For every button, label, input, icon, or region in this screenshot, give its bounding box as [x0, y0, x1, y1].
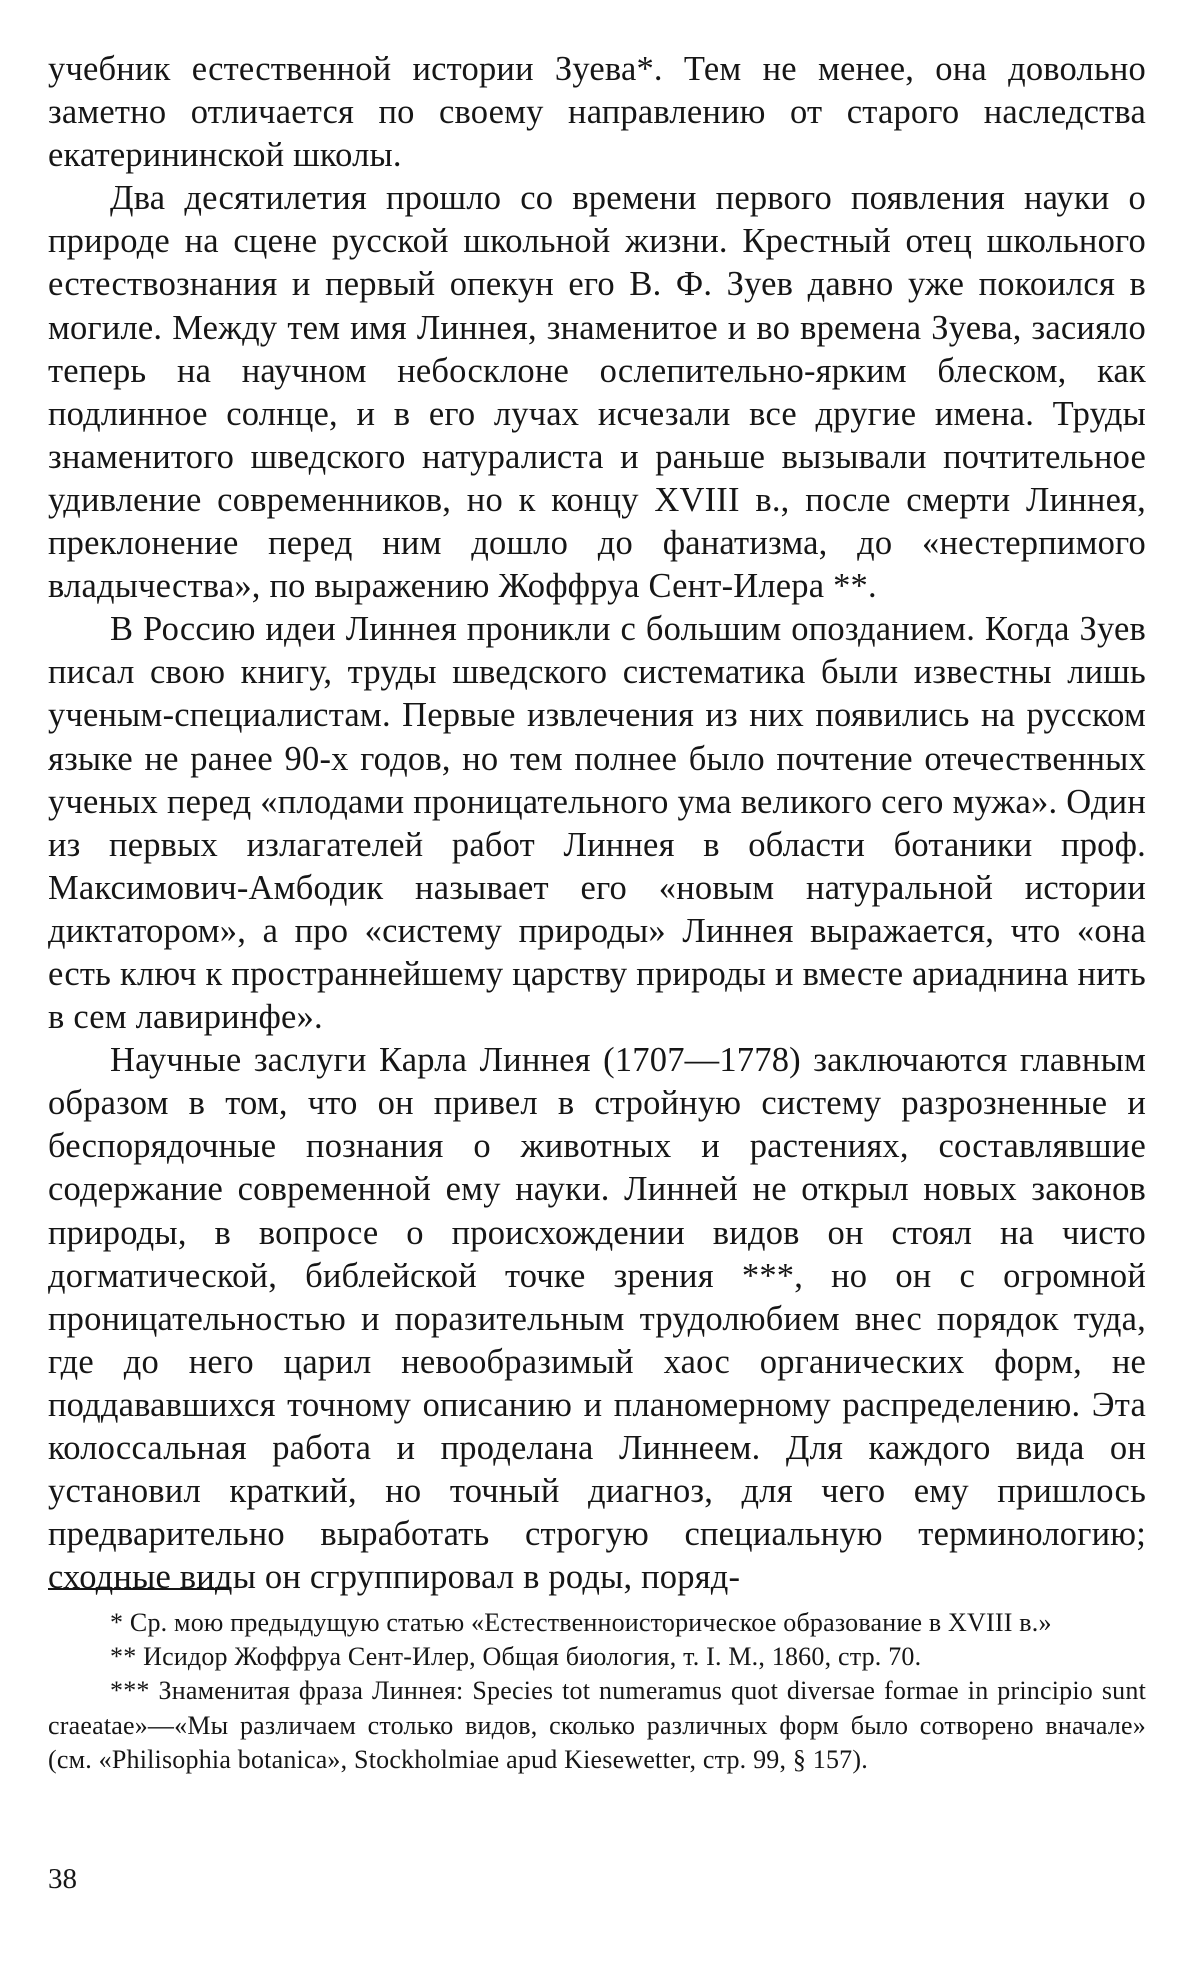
paragraph-3: В Россию идеи Линнея проникли с большим опозданием. Когда Зуев писал свою книгу, труды шведского систематика были известны лишь ученым-специалистам. Первые извлечения из них появились на русском языке не ранее 90-х годов, но тем полнее было почтение отечественных ученых перед «плодами проницательного ума великого сего мужа». Один из первых излагателей работ Линнея в области ботаники проф. Максимович-Амбодик называет его «новым натуральной истории диктатором», а про «систему природы» Линнея выражается, что «она есть ключ к пространнейшему царству природы и вместе ариаднина нить в сем лавиринфе». [48, 610, 1146, 1037]
footnote-3: *** Знаменитая фраза Линнея: Species tot numeramus quot diversae formae in principio sunt craeatae»—«Мы различаем столько видов, сколько различных форм было сотворено вначале» (см. «Philisophia botanica», Stockholmiae apud Kiesewetter, стр. 99, § 157). [48, 1676, 1146, 1774]
paragraph-4: Научные заслуги Карла Линнея (1707—1778) заключаются главным образом в том, что он привел в стройную систему разрозненные и беспорядочные познания о животных и растениях, составлявшие содержание современной ему науки. Линней не открыл новых законов природы, в вопросе о происхождении видов он стоял на чисто догматической, библейской точке зрения ***, но он с огромной проницательностью и поразительным трудолюбием внес порядок туда, где до него царил невообразимый хаос органических форм, не поддававшихся точному описанию и планомерному распределению. Эта колоссальная работа и проделана Линнеем. Для каждого вида он установил краткий, но точный диагноз, для чего ему пришлось предварительно выработать строгую специальную терминологию; сходные виды он сгруппировал в роды, поряд- [48, 1041, 1146, 1597]
main-text [48, 48, 1146, 1599]
paragraph-1: учебник естественной истории Зуева*. Тем не менее, она довольно заметно отличается по своему направлению от старого наследства екатерининской школы. [48, 50, 1146, 175]
page-number: 38 [48, 1863, 77, 1895]
footnotes [48, 1606, 1146, 1777]
footnote-2: ** Исидор Жоффруа Сент-Илер, Общая биология, т. I. М., 1860, стр. 70. [110, 1642, 922, 1672]
footnote-divider [48, 1588, 230, 1590]
footnote-1: * Ср. мою предыдущую статью «Естественноисторическое образование в XVIII в.» [110, 1608, 1052, 1637]
paragraph-2: Два десятилетия прошло со времени первого появления науки о природе на сцене русской школьной жизни. Крестный отец школьного естествознания и первый опекун его В. Ф. Зуев давно уже покоился в могиле. Между тем имя Линнея, знаменитое и во времена Зуева, засияло теперь на научном небосклоне ослепительно-ярким блеском, как подлинное солнце, и в его лучах исчезали все другие имена. Труды знаменитого шведского натуралиста и раньше вызывали почтительное удивление современников, но к концу XVIII в., после смерти Линнея, преклонение перед ним дошло до фанатизма, до «нестерпимого владычества», по выражению Жоффруа Сент-Илера **. [48, 179, 1146, 606]
